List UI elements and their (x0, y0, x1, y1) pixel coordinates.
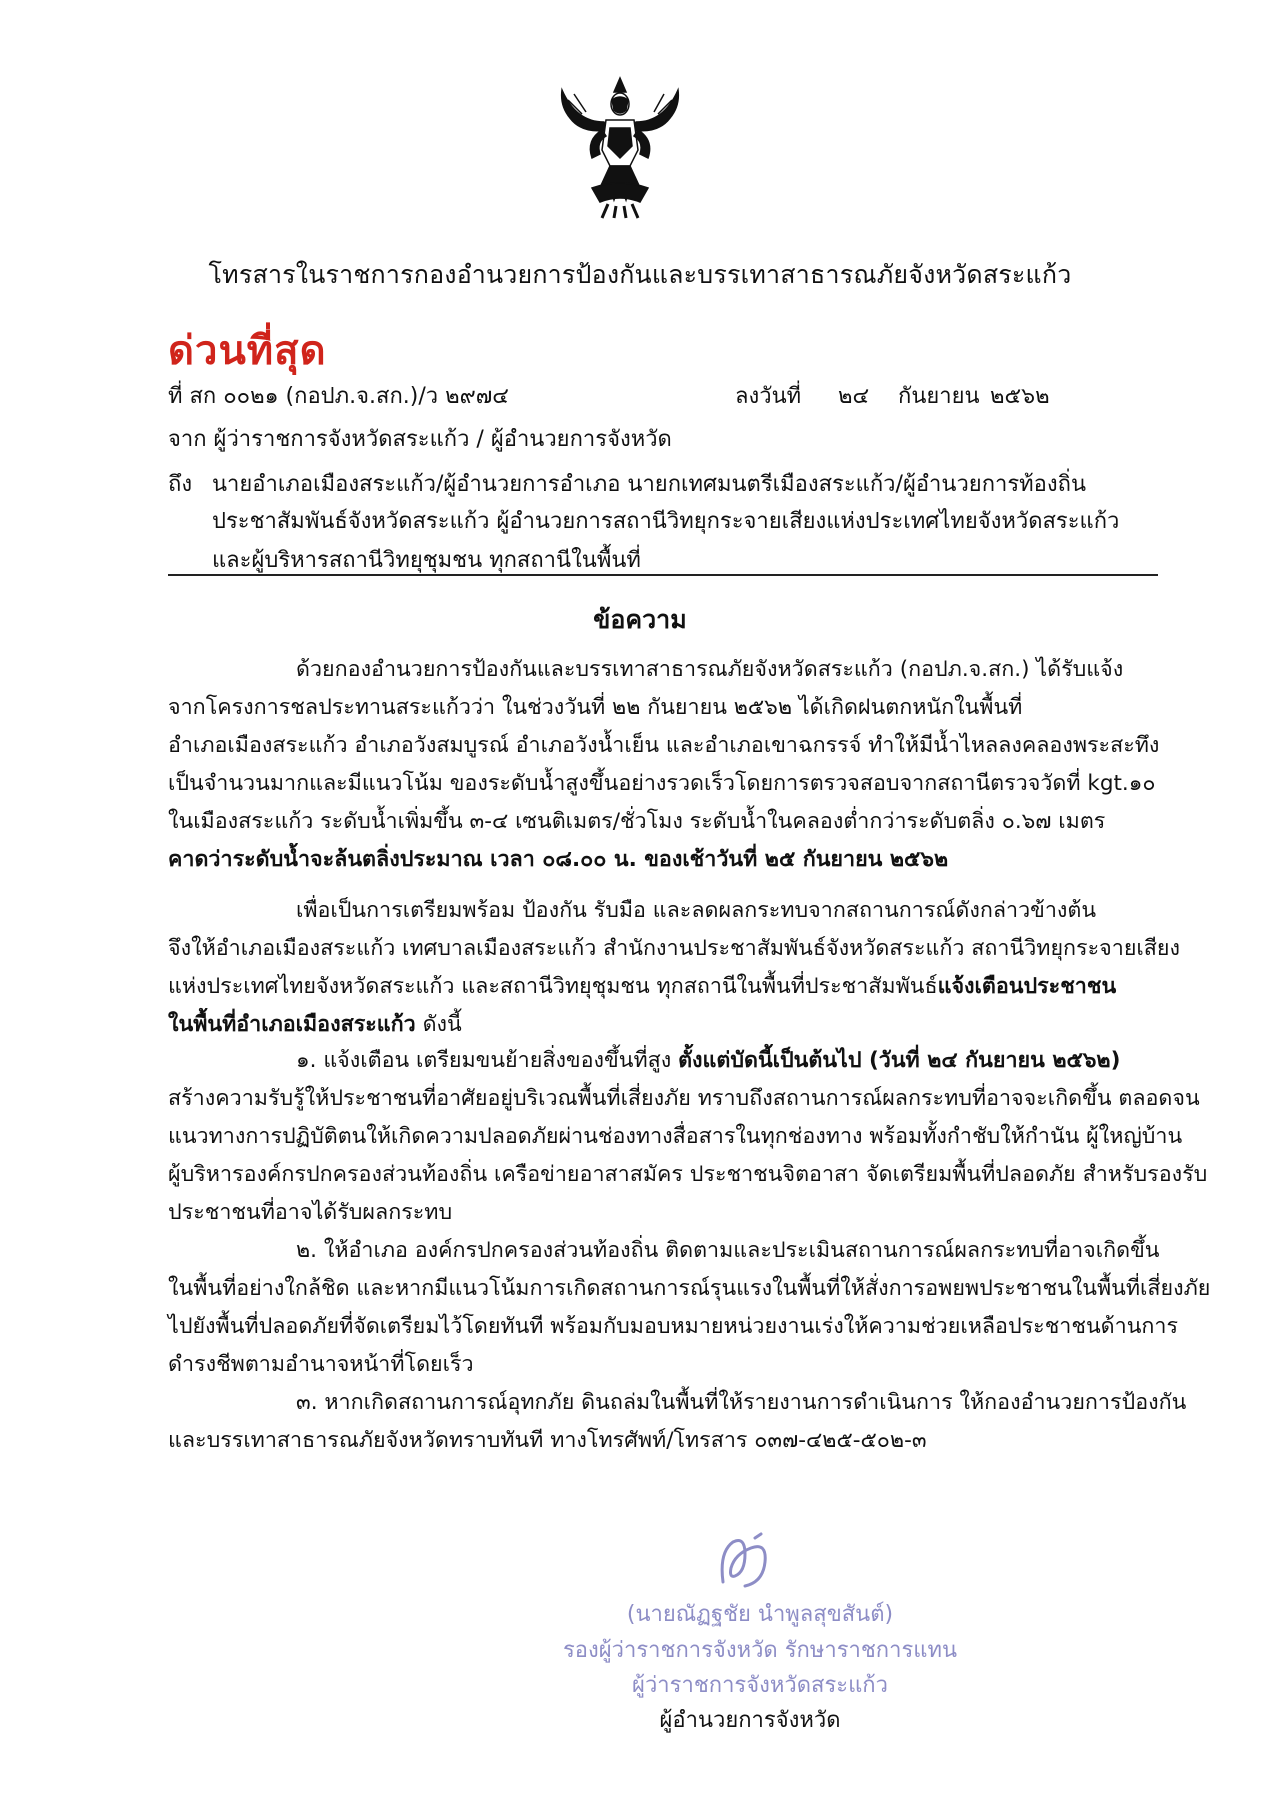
paragraph-line: ๒. ให้อำเภอ องค์กรปกครองส่วนท้องถิ่น ติดตามและประเมินสถานการณ์ผลกระทบที่อาจเกิดขึ้น (296, 1238, 1160, 1263)
paragraph-line: อำเภอเมืองสระแก้ว อำเภอวังสมบูรณ์ อำเภอวังน้ำเย็น และอำเภอเขาฉกรรจ์ ทำให้มีน้ำไหลลงคลองพระสะทึง (168, 733, 1160, 758)
paragraph-line: จากโครงการชลประทานสระแก้วว่า ในช่วงวันที่ ๒๒ กันยายน ๒๕๖๒ ได้เกิดฝนตกหนักในพื้นที่ (168, 695, 1023, 720)
paragraph-line: ในพื้นที่อย่างใกล้ชิด และหากมีแนวโน้มการเกิดสถานการณ์รุนแรงในพื้นที่ให้สั่งการอพยพประชาชนในพื้นที่เสี่ยงภัย (168, 1276, 1211, 1301)
fax-header-title: โทรสารในราชการกองอำนวยการป้องกันและบรรเทาสาธารณภัยจังหวัดสระแก้ว (208, 260, 1072, 289)
paragraph-line: สร้างความรับรู้ให้ประชาชนที่อาศัยอยู่บริเวณพื้นที่เสี่ยงภัย ทราบถึงสถานการณ์ผลกระทบที่อาจจะเกิดขึ้น ตลอดจน (168, 1086, 1200, 1111)
date-label: ลงวันที่ (735, 384, 802, 409)
recipient-line: นายอำเภอเมืองสระแก้ว/ผู้อำนวยการอำเภอ นายกเทศมนตรีเมืองสระแก้ว/ผู้อำนวยการท้องถิ่น (212, 472, 1086, 497)
warning-emphasis: แจ้งเตือนประชาชน (937, 974, 1117, 999)
paragraph-line: ไปยังพื้นที่ปลอดภัยที่จัดเตรียมไว้โดยทันที พร้อมกับมอบหมายหน่วยงานเร่งให้ความช่วยเหลือประชาชนด้านการ (168, 1314, 1179, 1339)
area-emphasis: ในพื้นที่อำเภอเมืองสระแก้ว (168, 1012, 416, 1037)
paragraph-line: ดำรงชีพตามอำนาจหน้าที่โดยเร็ว (168, 1352, 474, 1377)
recipient-line: และผู้บริหารสถานีวิทยุชุมชน ทุกสถานีในพื้นที่ (212, 548, 641, 573)
paragraph-line (168, 969, 1116, 1003)
paragraph-line: ประชาชนที่อาจได้รับผลกระทบ (168, 1200, 453, 1225)
paragraph-line: เป็นจำนวนมากและมีแนวโน้ม ของระดับน้ำสูงขึ้นอย่างรวดเร็วโดยการตรวจสอบจากสถานีตรวจวัดที่ kgt.๑๐ (168, 771, 1156, 796)
signatory-name: (นายณัฏฐชัย นำพูลสุขสันต์) (626, 1602, 894, 1627)
paragraph-text: แห่งประเทศไทยจังหวัดสระแก้ว และสถานีวิทยุชุมชน ทุกสถานีในพื้นที่ประชาสัมพันธ์ (168, 974, 938, 999)
paragraph-line (168, 1007, 462, 1041)
urgency-label: ด่วนที่สุด (168, 328, 327, 374)
paragraph-line: จึงให้อำเภอเมืองสระแก้ว เทศบาลเมืองสระแก้ว สำนักงานประชาสัมพันธ์จังหวัดสระแก้ว สถานีวิทยุกระจายเสียง (168, 936, 1180, 961)
paragraph-line: ผู้บริหารองค์กรปกครองส่วนท้องถิ่น เครือข่ายอาสาสมัคร ประชาชนจิตอาสา จัดเตรียมพื้นที่ปลอดภัย สำหรับรองรับ (168, 1162, 1208, 1187)
signatory-position: ผู้ว่าราชการจังหวัดสระแก้ว (632, 1673, 888, 1698)
paragraph-line: ด้วยกองอำนวยการป้องกันและบรรเทาสาธารณภัยจังหวัดสระแก้ว (กอปภ.จ.สก.) ได้รับแจ้ง (296, 657, 1124, 682)
paragraph-text: ดังนี้ (415, 1012, 462, 1037)
to-label: ถึง (168, 472, 193, 497)
date-month: กันยายน (898, 384, 980, 409)
paragraph-line: ในเมืองสระแก้ว ระดับน้ำเพิ่มขึ้น ๓-๔ เซนติเมตร/ชั่วโมง ระดับน้ำในคลองต่ำกว่าระดับตลิ่ง ๐.๖๗ เมตร (168, 809, 1106, 834)
from-line: จาก ผู้ว่าราชการจังหวัดสระแก้ว / ผู้อำนวยการจังหวัด (168, 427, 672, 452)
paragraph-line: และบรรเทาสาธารณภัยจังหวัดทราบทันที ทางโทรศัพท์/โทรสาร ๐๓๗-๔๒๕-๕๐๒-๓ (168, 1428, 927, 1453)
effective-date-emphasis: ตั้งแต่บัดนี้เป็นต้นไป (วันที่ ๒๔ กันยายน ๒๕๖๒) (678, 1048, 1121, 1073)
recipient-line: ประชาสัมพันธ์จังหวัดสระแก้ว ผู้อำนวยการสถานีวิทยุกระจายเสียงแห่งประเทศไทยจังหวัดสระแก้ว (212, 509, 1120, 534)
signatory-title: ผู้อำนวยการจังหวัด (659, 1708, 841, 1733)
paragraph-line: เพื่อเป็นการเตรียมพร้อม ป้องกัน รับมือ และลดผลกระทบจากสถานการณ์ดังกล่าวข้างต้น (296, 898, 1097, 923)
reference-number: ที่ สก ๐๐๒๑ (กอปภ.จ.สก.)/ว ๒๙๗๔ (168, 384, 509, 409)
date-year: ๒๕๖๒ (990, 384, 1050, 409)
paragraph-text: ๑. แจ้งเตือน เตรียมขนย้ายสิ่งของขึ้นที่สูง (296, 1048, 679, 1073)
handwritten-signature (715, 1532, 785, 1590)
date-day: ๒๔ (838, 384, 870, 409)
paragraph-line (296, 1043, 1120, 1077)
forecast-bold-line: คาดว่าระดับน้ำจะล้นตลิ่งประมาณ เวลา ๐๘.๐๐ น. ของเช้าวันที่ ๒๕ กันยายน ๒๕๖๒ (168, 847, 949, 872)
signatory-position: รองผู้ว่าราชการจังหวัด รักษาราชการแทน (562, 1638, 958, 1663)
paragraph-line: แนวทางการปฏิบัติตนให้เกิดความปลอดภัยผ่านช่องทางสื่อสารในทุกช่องทาง พร้อมทั้งกำชับให้กำนัน ผู้ใหญ่บ้าน (168, 1124, 1183, 1149)
garuda-emblem-icon (552, 70, 688, 220)
paragraph-line: ๓. หากเกิดสถานการณ์อุทกภัย ดินถล่มในพื้นที่ให้รายงานการดำเนินการ ให้กองอำนวยการป้องกัน (296, 1390, 1187, 1415)
header-divider (168, 574, 1158, 576)
message-heading: ข้อความ (593, 605, 687, 634)
